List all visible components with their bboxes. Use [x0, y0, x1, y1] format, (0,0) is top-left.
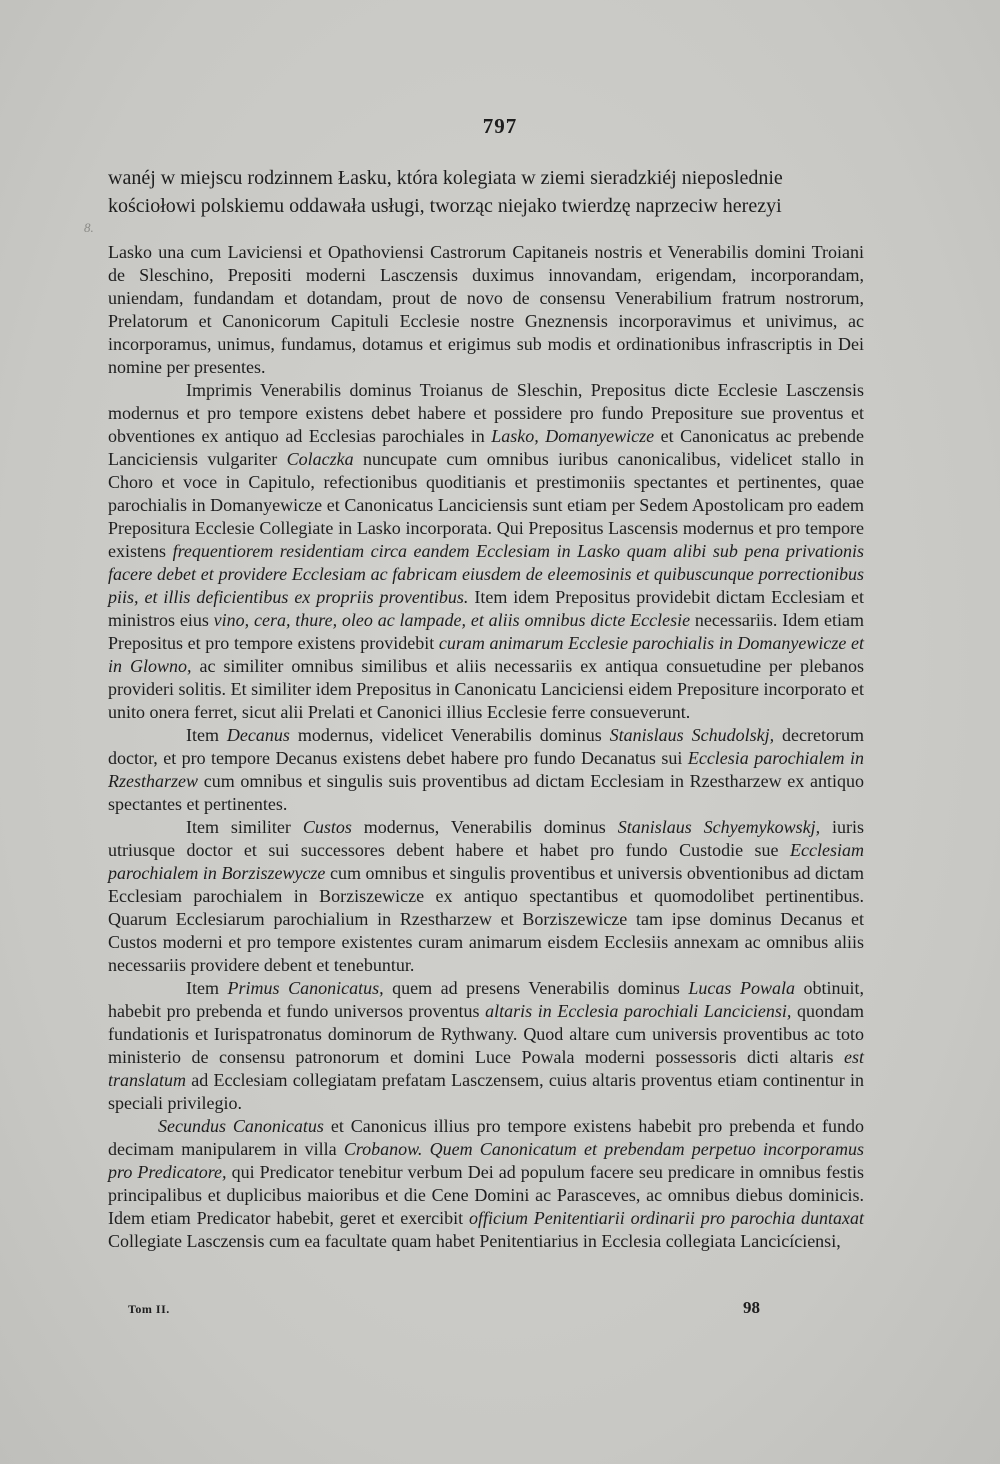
paragraph-segment: Stanislaus Schyemykowskj,	[617, 817, 821, 837]
paragraph-segment: officium Penitentiarii ordinarii pro parochia duntaxat	[469, 1208, 865, 1228]
paragraph-segment: Ecclesia parochialem in Rzestharzew	[108, 748, 864, 791]
paragraph-segment: frequentiorem residentiam circa eandem Ecclesiam in Lasko quam alibi sub pena privationis facere debet et providere Ecclesiam ac fabricam eiusdem de eleemosinis et quibuscunque porrectionibus piis, et illis deficientibus ex propriis proventibus.	[108, 541, 864, 607]
paragraph-p5	[108, 977, 864, 1115]
paragraph-segment: ac similiter omnibus similibus et aliis necessariis ex antiqua consuetudine per plebanos provideri solitis. Et similiter idem Prepositus in Canonicatu Lanciciensi eidem Prepositure incorporato et unito onera ferret, sicut alii Prelati et Canonici illius Ecclesie ferre consueverunt.	[108, 656, 864, 722]
paragraph-segment: Stanislaus Schudolskj,	[609, 725, 775, 745]
paragraph-segment: Decanus	[226, 725, 290, 745]
latin-charter-text	[108, 241, 864, 1253]
paragraph-segment: modernus, Venerabilis dominus	[351, 817, 618, 837]
paragraph-p2	[108, 379, 864, 724]
paragraph-segment: altaris in Ecclesia parochiali Lanciciensi,	[485, 1001, 792, 1021]
paragraph-segment: Item similiter	[186, 817, 303, 837]
paragraph-segment: quem ad presens Venerabilis dominus	[383, 978, 689, 998]
paragraph-segment: obtinuit, habebit pro prebenda et fundo universos proventus	[108, 978, 864, 1021]
margin-note: 8.	[84, 220, 94, 235]
paragraph-segment: Secundus Canonicatus	[158, 1116, 324, 1136]
paragraph-segment: Lasko, Domanyewicze	[491, 426, 655, 446]
page-number: 797	[482, 114, 518, 138]
paragraph-p6	[108, 1115, 864, 1253]
paragraph-segment: Lasko una cum Laviciensi et Opathoviensi Castrorum Capitaneis nostris et Venerabilis domini Troiani de Sleschino, Prepositi moderni Lasczensis duximus innovandam, erigendam, incorporandam, uniendam, fundandam et dotandam, prout de novo de consensu Venerabilium fratrum nostrorum, Prelatorum et Canonicorum Capituli Ecclesie nostre Gneznensis incorporavimus et univimus, ac incorporamus, unimus, fundamus, dotamus et erigimus sub modis et ordinationibus infrascriptis in Dei nomine per presentes.	[108, 242, 864, 377]
polish-intro	[108, 164, 864, 220]
paragraph-segment: et Canonicus illius pro tempore existens habebit pro prebenda et fundo decimam manipularem in villa	[108, 1116, 864, 1159]
paragraph-p4	[108, 816, 864, 977]
paragraph-segment: Lucas Powala	[688, 978, 795, 998]
paragraph-segment: qui Predicator tenebitur verbum Dei ad populum facere seu predicare in omnibus festis principalibus et duplicibus maioribus et die Cene Domini ac Parasceves, ac omnibus diebus dominicis. Idem etiam Predicator habebit, geret et exercibit	[108, 1162, 864, 1228]
paragraph-segment: est translatum	[108, 1047, 864, 1090]
paragraph-segment: decretorum doctor, et pro tempore Decanus existens debet habere pro fundo Decanatus sui	[108, 725, 864, 768]
paragraph-segment: modernus, videlicet Venerabilis dominus	[289, 725, 610, 745]
paragraph-segment: Colaczka	[286, 449, 354, 469]
paragraph-p3	[108, 724, 864, 816]
paragraph-segment: cum omnibus et singulis proventibus et universis obventionibus ad dictam Ecclesiam parochialem in Borziszewicze ex antiquo spectantibus et quomodolibet pertinentibus. Quarum Ecclesiarum parochialium in Rzestharzew et Borziszewicze tam ipse dominus Decanus et Custos moderni et pro tempore existentes curam animarum eisdem Ecclesiis annexam ac omnibus aliis necessariis providere debent et tenebuntur.	[108, 863, 864, 975]
volume-label: Tom II.	[128, 1302, 170, 1316]
paragraph-segment: Item	[186, 725, 227, 745]
paragraph-p1	[108, 241, 864, 379]
paragraph-segment: et Canonicatus ac prebende Lanciciensis vulgariter	[108, 426, 864, 469]
paragraph-segment: necessariis. Idem etiam Prepositus et pro tempore existens providebit	[108, 610, 864, 653]
paragraph-segment: nuncupate cum omnibus iuribus canonicalibus, videlicet stallo in Choro et voce in Capitulo, refectionibus quoditianis et prestimoniis spectantes et pertinentes, quae parochialis in Domanyewicze et Canonicatus Lanciciensis sunt etiam per Sedem Apostolicam pro eadem Prepositura Ecclesie Collegiate in Lasko incorporata. Qui Prepositus Lascensis modernus et pro tempore existens	[108, 449, 864, 561]
paragraph-segment: vino, cera, thure, oleo ac lampade, et aliis omnibus dicte Ecclesie	[213, 610, 691, 630]
paragraph-segment: ad Ecclesiam collegiatam prefatam Lasczensem, cuius altaris proventus etiam continentur in speciali privilegio.	[108, 1070, 864, 1113]
paragraph-segment: curam animarum Ecclesie parochialis in Domanyewicze et in Glowno,	[108, 633, 864, 676]
paragraph-segment: Ecclesiam parochialem in Borziszewycze	[108, 840, 864, 883]
paragraph-segment: Crobanow.	[343, 1139, 423, 1159]
paragraph-segment	[422, 1139, 429, 1159]
intro-line-2: kościołowi polskiemu oddawała usługi, tworząc niejako twierdzę naprzeciw herezyi	[108, 195, 782, 217]
paragraph-segment: quondam fundationis et Iurispatronatus dominorum de Rythwany. Quod altare cum universis proventibus ac toto ministerio de consensu patronorum et domini Luce Powala moderni possessoris dicti altaris	[108, 1001, 864, 1067]
signature-mark: 98	[743, 1298, 760, 1317]
paragraph-segment: Item idem Prepositus providebit dictam Ecclesiam et ministros eius	[108, 587, 864, 630]
paragraph-segment: Imprimis Venerabilis dominus Troianus de Sleschin, Prepositus dicte Ecclesie Lasczensis modernus et pro tempore existens debet habere et possidere pro fundo Prepositure sue proventus et obventiones ex antiquo ad Ecclesias parochiales in	[108, 380, 864, 446]
paragraph-segment: Item	[186, 978, 228, 998]
paragraph-segment: cum omnibus et singulis suis proventibus ad dictam Ecclesiam in Rzestharzew ex antiquo spectantes et pertinentes.	[108, 771, 864, 814]
intro-line-1: wanéj w miejscu rodzinnem Łasku, która kolegiata w ziemi sieradzkiéj nieposlednie	[108, 167, 783, 189]
paragraph-segment: iuris utriusque doctor et sui successores debent habere et habet pro fundo Custodie sue	[108, 817, 864, 860]
paragraph-segment: Primus Canonicatus,	[227, 978, 384, 998]
paragraph-segment: Custos	[302, 817, 352, 837]
paragraph-segment: Quem Canonicatum et prebendam perpetuo incorporamus pro Predicatore,	[108, 1139, 865, 1182]
paragraph-segment: Collegiate Lasczensis cum ea facultate quam habet Penitentiarius in Ecclesia collegiata Lancicíciensi,	[108, 1231, 841, 1251]
